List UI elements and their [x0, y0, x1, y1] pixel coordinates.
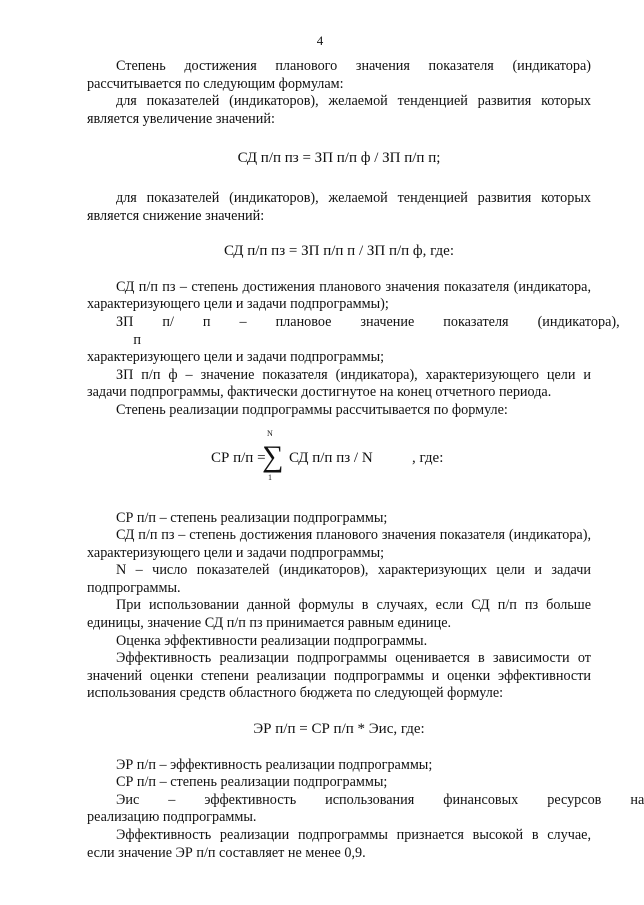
definition-sr-2: СР п/п – степень реализации подпрограммы; [116, 774, 388, 791]
word: финансовых [443, 791, 519, 808]
definition-sr: СР п/п – степень реализации подпрограммы; [116, 509, 388, 526]
paragraph-conclusion: Эффективность реализации подпрограммы признается высокой в случае, если значение ЭР п/п составляет не менее 0,9. [87, 827, 591, 861]
word: на [630, 791, 644, 808]
sigma-symbol: ∑ [262, 439, 284, 473]
formula-sum-right: СД п/п пз / N [289, 449, 373, 466]
word: (индикатора), [537, 313, 620, 330]
definition-sd: СД п/п пз – степень достижения планового значения показателя (индикатора, характеризующего цели и задачи подпрограммы); [87, 278, 591, 313]
word: ЗП [116, 313, 134, 330]
word: п/п [133, 313, 174, 348]
definition-er: ЭР п/п – эффективность реализации подпрограммы; [116, 756, 433, 773]
sum-upper-limit: N [267, 428, 273, 438]
sum-lower-limit: 1 [268, 472, 272, 482]
document-body [87, 58, 644, 862]
definition-sd-2: СД п/п пз – степень достижения планового значения показателя (индикатора), характеризующего цели и задачи подпрограммы; [87, 527, 591, 561]
word: плановое [275, 313, 332, 330]
word: Эис [116, 791, 140, 808]
definition-zp-plan-rest: характеризующего цели и задачи подпрограммы; [87, 349, 385, 366]
formula-efficiency: ЭР п/п = СР п/п * Эис, где: [253, 721, 425, 738]
formula-decrease: СД п/п пз = ЗП п/п п / ЗП п/п ф, где: [223, 243, 455, 260]
word: показателя [443, 313, 509, 330]
word: значение [360, 313, 415, 330]
paragraph-limit-rule: При использовании данной формулы в случаях, если СД п/п пз больше единицы, значение СД п/п пз принимается равным единице. [87, 597, 591, 632]
definition-n: N – число показателей (индикаторов), характеризующих цели и задачи подпрограммы. [87, 562, 591, 596]
formula-sum [87, 430, 591, 496]
page-number: 4 [316, 33, 324, 48]
paragraph-sr-formula-intro: Степень реализации подпрограммы рассчитывается по формуле: [116, 401, 508, 418]
definition-eis-line [87, 791, 644, 810]
definition-zp-fact: ЗП п/п ф – значение показателя (индикатора), характеризующего цели и задачи подпрограммы, фактически достигнутое на конец отчетного периода. [87, 366, 591, 401]
word: использования [325, 791, 415, 808]
word: – [239, 313, 247, 330]
word: ресурсов [547, 791, 602, 808]
definition-zp-plan-line [87, 313, 620, 349]
paragraph-efficiency-intro: Эффективность реализации подпрограммы оценивается в зависимости от значений оценки степени реализации подпрограммы и оценки эффективности использования средств областного бюджета по следующей формуле: [87, 650, 591, 702]
paragraph-decrease-case: для показателей (индикаторов), желаемой тенденцией развития которых является снижение значений: [87, 189, 591, 224]
word: – [168, 791, 176, 808]
paragraph-efficiency-heading: Оценка эффективности реализации подпрограммы. [116, 632, 428, 649]
paragraph-intro: Степень достижения планового значения показателя (индикатора) рассчитывается по следующим формулам: [87, 58, 591, 92]
paragraph-increase-case: для показателей (индикаторов), желаемой тенденцией развития которых является увеличение значений: [87, 93, 591, 127]
word: п [202, 313, 211, 330]
definition-eis-rest: реализацию подпрограммы. [87, 809, 257, 826]
formula-sum-tail: , где: [412, 449, 444, 466]
word: эффективность [204, 791, 297, 808]
formula-sum-left: СР п/п = [211, 449, 266, 466]
formula-increase: СД п/п пз = ЗП п/п ф / ЗП п/п п; [237, 150, 441, 167]
